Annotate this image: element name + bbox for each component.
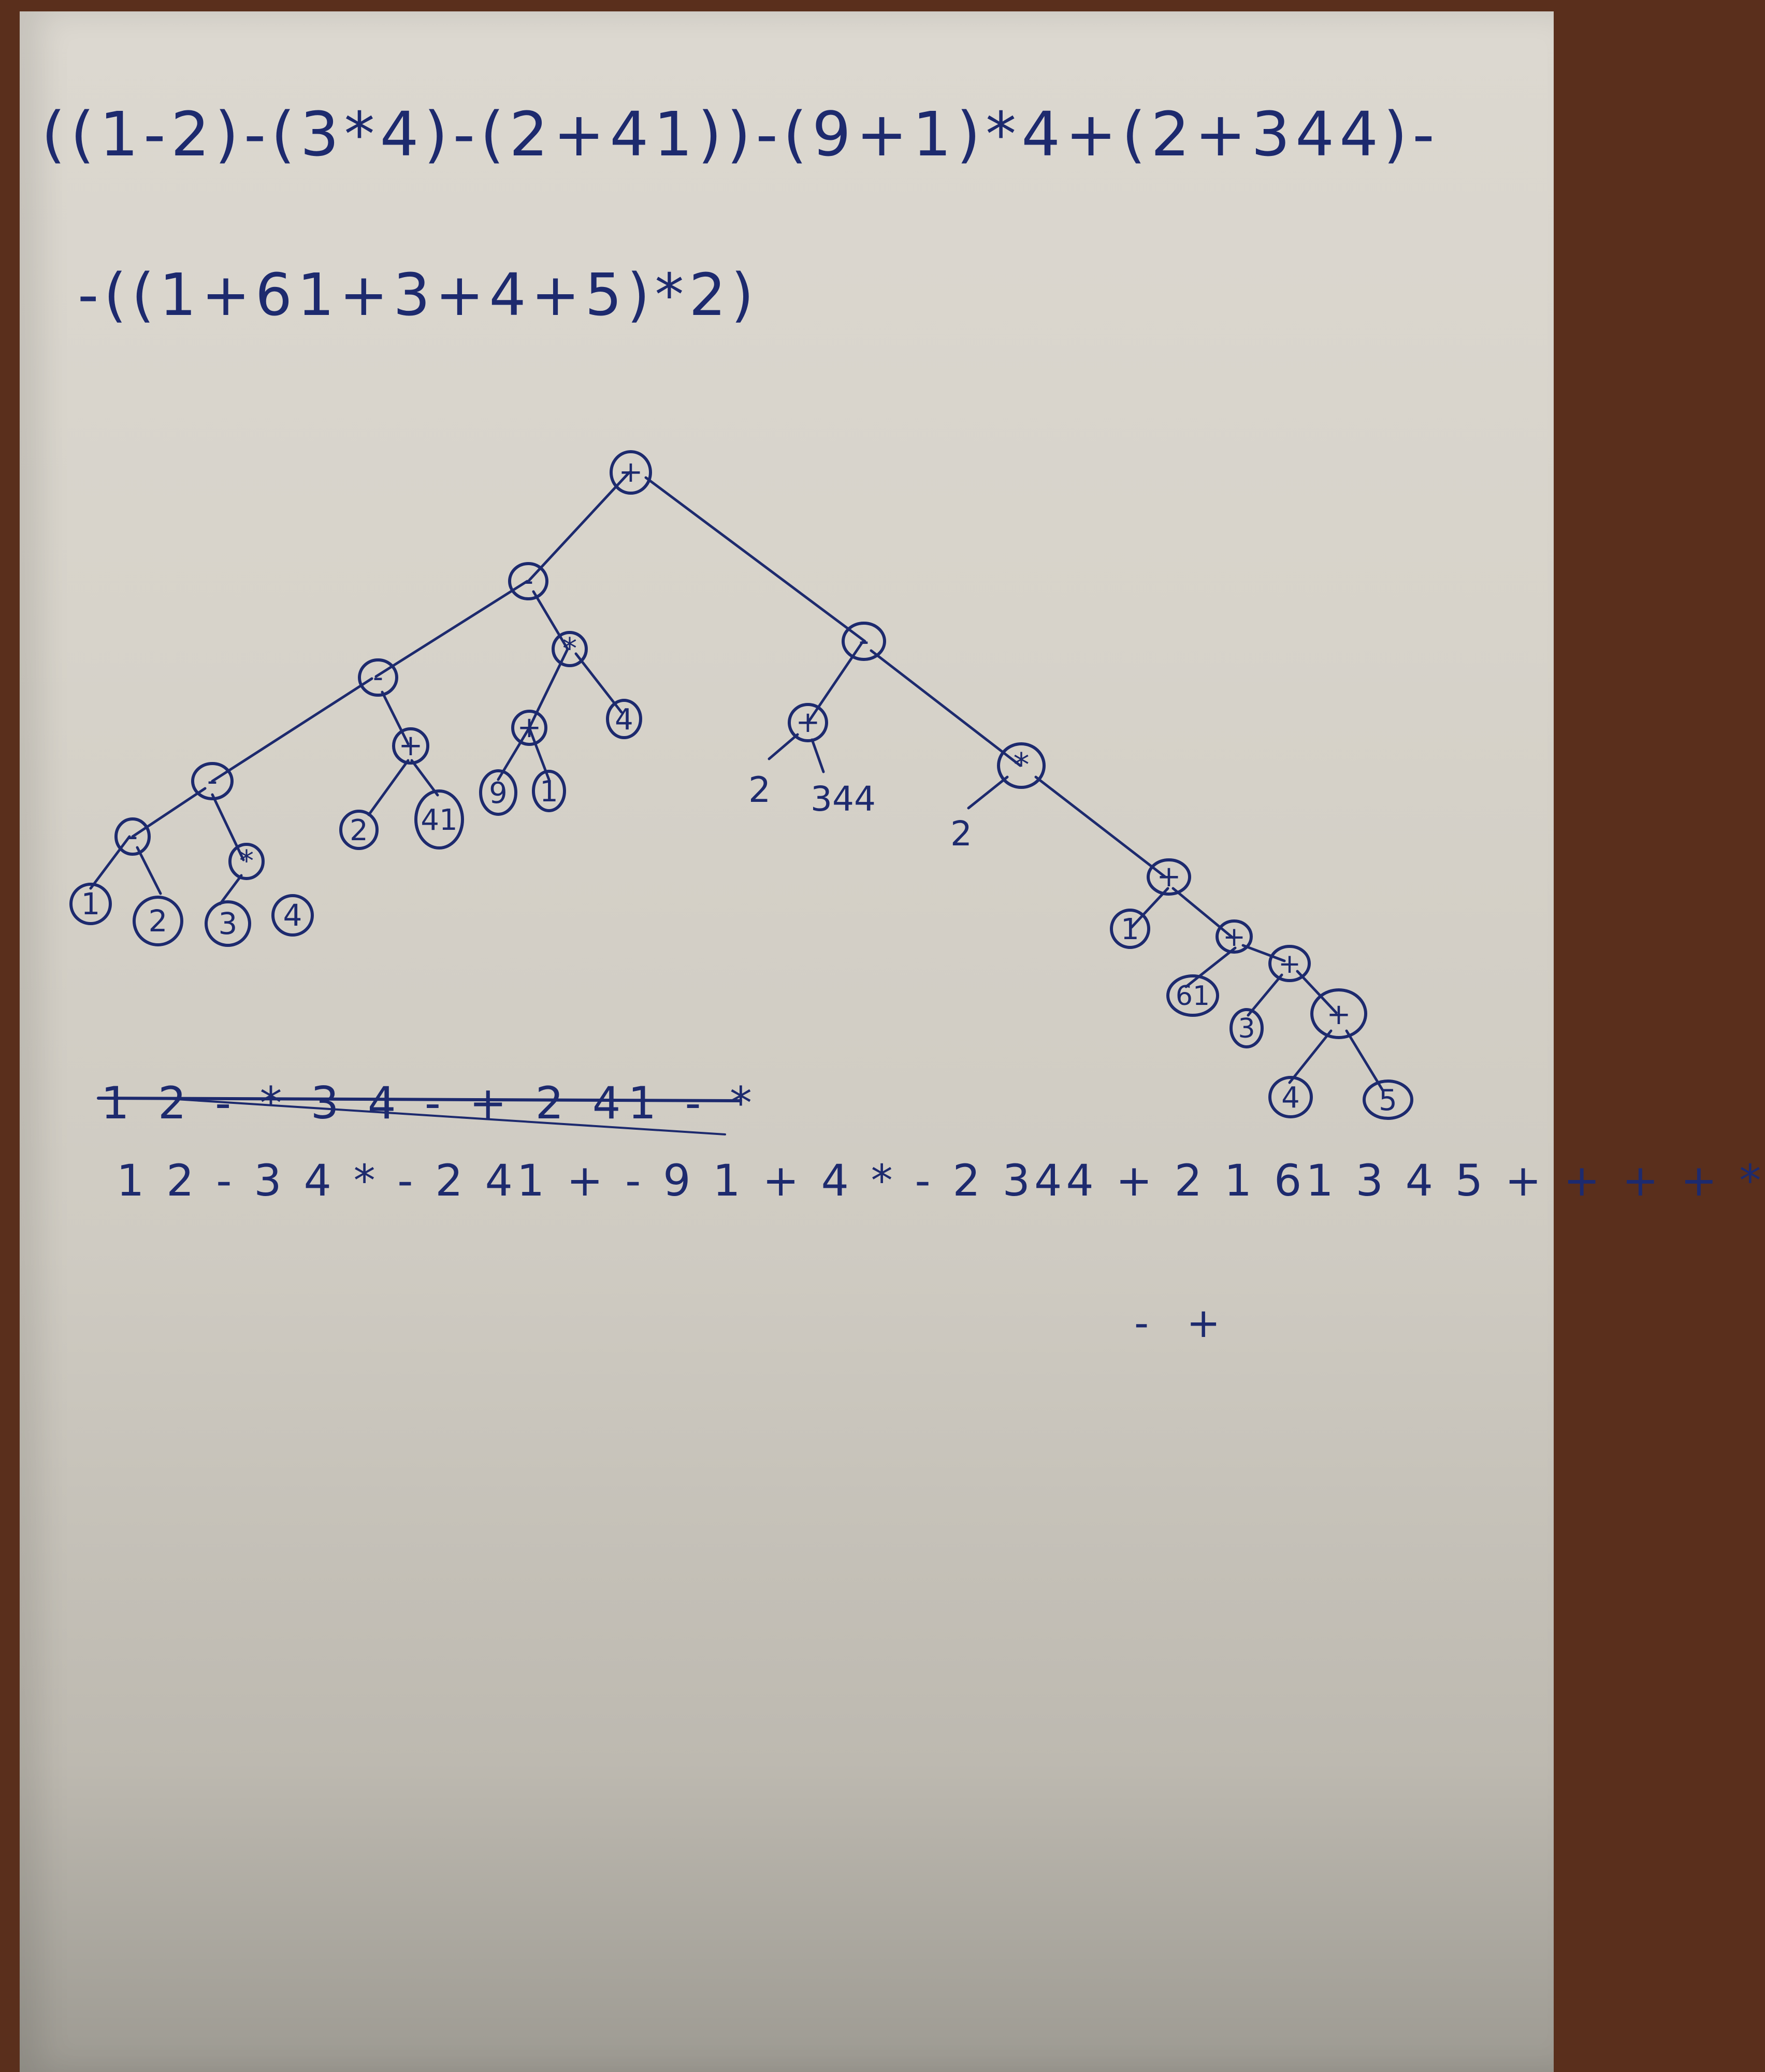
node-minus-llll	[116, 819, 149, 854]
node-leaf-61	[1168, 976, 1218, 1015]
node-mult-left	[553, 632, 586, 666]
node-leaf-2b	[341, 811, 377, 848]
crossed-out-postfix: 1 2 - * 3 4 - + 2 41 - *	[101, 1077, 759, 1129]
svg-text:3: 3	[218, 906, 238, 941]
svg-text:-: -	[372, 660, 384, 694]
leaf-2d: 2	[950, 814, 972, 854]
node-mult-right	[999, 744, 1044, 787]
svg-text:4: 4	[615, 703, 633, 737]
node-plus-2-41	[394, 729, 428, 763]
svg-text:2: 2	[148, 903, 168, 939]
node-minus-ll	[359, 660, 397, 695]
node-leaf-1	[71, 884, 110, 924]
expression-line-1: ((1-2)-(3*4)-(2+41))-(9+1)*4+(2+344)-	[41, 98, 1440, 170]
node-leaf-4	[273, 896, 312, 935]
svg-text:1: 1	[540, 775, 558, 809]
svg-text:+: +	[1156, 860, 1181, 894]
svg-text:-: -	[523, 564, 534, 598]
node-leaf-2	[134, 897, 182, 945]
node-plus-2-344	[789, 704, 827, 741]
svg-text:*: *	[239, 844, 254, 878]
node-minus-lll	[193, 764, 232, 799]
svg-text:+: +	[795, 706, 820, 739]
node-plus-d	[1312, 990, 1366, 1038]
svg-text:+: +	[1326, 998, 1351, 1031]
svg-text:+: +	[618, 455, 643, 489]
svg-text:1: 1	[1121, 913, 1139, 946]
node-leaf-3b	[1231, 1010, 1262, 1047]
svg-text:2: 2	[350, 814, 368, 847]
postfix-tail: - +	[1134, 1300, 1233, 1347]
svg-text:*: *	[1013, 746, 1030, 784]
node-leaf-3	[206, 902, 250, 945]
svg-text:9: 9	[489, 776, 508, 810]
node-mult-3-4	[230, 844, 263, 879]
svg-text:+: +	[1223, 922, 1246, 953]
node-leaf-1b	[533, 771, 565, 811]
node-plus-a	[1148, 860, 1190, 894]
postfix-line: 1 2 - 3 4 * - 2 41 + - 9 1 + 4 * - 2 344 + 2 1 61 3 4 5 + + + + *	[117, 1155, 1765, 1206]
node-leaf-1c	[1111, 910, 1149, 947]
node-leaf-9	[481, 771, 516, 814]
svg-text:5: 5	[1379, 1084, 1397, 1117]
svg-text:-: -	[858, 624, 870, 658]
svg-text:+: +	[398, 729, 423, 762]
node-leaf-4c	[1270, 1077, 1311, 1117]
svg-text:+: +	[1278, 948, 1301, 980]
node-leaf-4b	[607, 700, 641, 738]
node-leaf-5	[1364, 1081, 1412, 1118]
expression-line-2: -((1+61+3+4+5)*2)	[78, 262, 759, 329]
node-plus-9-1	[513, 711, 546, 744]
node-leaf-41	[416, 791, 462, 848]
node-minus-left	[510, 564, 547, 599]
leaf-344: 344	[811, 779, 876, 819]
svg-text:61: 61	[1175, 981, 1210, 1012]
svg-text:4: 4	[1281, 1081, 1300, 1115]
svg-text:4: 4	[283, 898, 302, 933]
leaf-2c: 2	[748, 770, 771, 811]
node-plus-c	[1270, 946, 1309, 981]
node-plus-b	[1217, 921, 1251, 953]
node-root-plus	[611, 452, 650, 493]
svg-text:*: *	[562, 632, 577, 666]
node-minus-right	[843, 623, 885, 659]
svg-text:-: -	[207, 764, 218, 798]
svg-text:1: 1	[81, 886, 100, 922]
svg-text:-: -	[127, 819, 138, 853]
svg-text:+: +	[517, 711, 542, 744]
svg-text:3: 3	[1238, 1013, 1255, 1044]
svg-text:41: 41	[421, 803, 458, 837]
